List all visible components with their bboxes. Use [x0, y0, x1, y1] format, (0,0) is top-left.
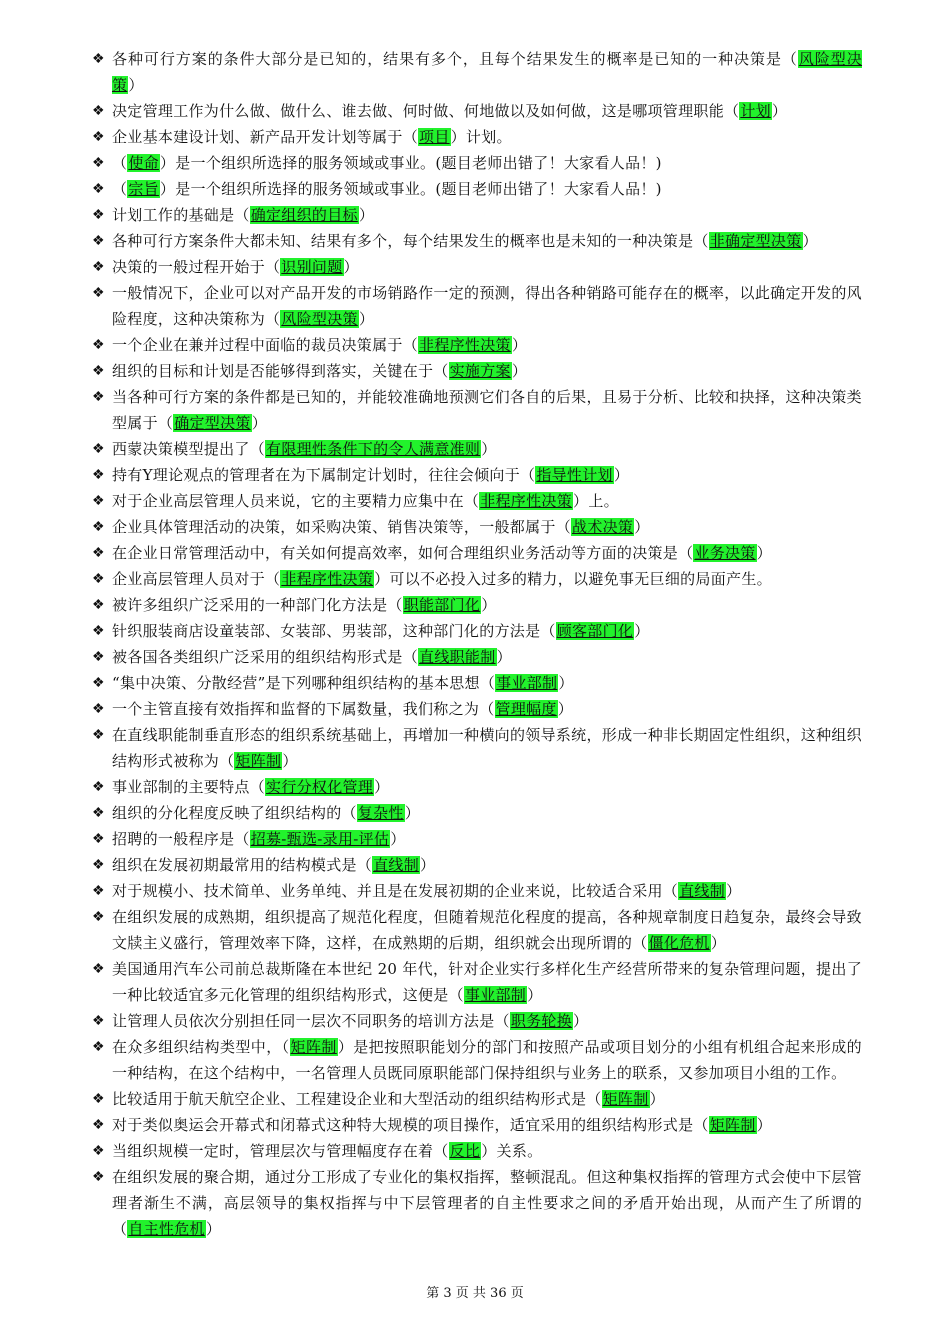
diamond-bullet-icon: ❖: [92, 961, 105, 977]
answer-highlight: 项目: [419, 128, 450, 146]
list-item: [92, 826, 862, 852]
question-text: ）是一个组织所选择的服务领域或事业。(题目老师出错了！大家看人品！): [159, 154, 662, 172]
answer-highlight: 非程序性决策: [281, 570, 374, 588]
diamond-bullet-icon: ❖: [92, 805, 105, 821]
answer-highlight: 事业部制: [496, 674, 558, 692]
question-text: ）: [557, 700, 574, 718]
answer-highlight: 顾客部门化: [556, 622, 634, 640]
answer-highlight: 战术决策: [572, 518, 634, 536]
diamond-bullet-icon: ❖: [92, 597, 105, 613]
question-text: ）: [613, 466, 630, 484]
question-text: 当各种可行方案的条件都是已知的，并能较准确地预测它们各自的后果，且易于分析、比较和抉择，这种决策类型属于（: [112, 388, 862, 432]
list-item: [92, 358, 862, 384]
question-text: ）关系。: [481, 1142, 543, 1160]
answer-highlight: 计划: [740, 102, 771, 120]
diamond-bullet-icon: ❖: [92, 831, 105, 847]
answer-highlight: 职能部门化: [403, 596, 481, 614]
answer-highlight: 招募-甄选-录用-评估: [250, 830, 390, 848]
list-item: [92, 1008, 862, 1034]
page-footer: 第 3 页 共 36 页: [426, 1286, 524, 1301]
answer-highlight: 自主性危机: [128, 1220, 205, 1238]
list-item: [92, 462, 862, 488]
diamond-bullet-icon: ❖: [92, 1039, 105, 1055]
question-text: 一般情况下，企业可以对产品开发的市场销路作一定的预测，得出各种销路可能存在的概率，以此确定开发的风险程度，这种决策称为（: [112, 284, 862, 328]
diamond-bullet-icon: ❖: [92, 441, 105, 457]
question-text: 在组织发展的聚合期，通过分工形成了专业化的集权指挥，整顿混乱。但这种集权指挥的管理方式会使中下层管理者渐生不满，高层领导的集权指挥与中下层管理者的自主性要求之间的矛盾开始出现，从而产生了所谓的（: [112, 1168, 862, 1238]
diamond-bullet-icon: ❖: [92, 337, 105, 353]
answer-highlight: 矩阵制: [709, 1116, 756, 1134]
list-item: [92, 436, 862, 462]
list-item: [92, 722, 862, 774]
answer-highlight: 宗旨: [128, 180, 159, 198]
question-text: ）: [481, 440, 497, 458]
question-text: 持有Y理论观点的管理者在为下属制定计划时，往往会倾向于（: [112, 466, 536, 484]
diamond-bullet-icon: ❖: [92, 493, 105, 509]
answer-highlight: 反比: [449, 1142, 481, 1160]
question-text: 各种可行方案条件大都未知、结果有多个，每个结果发生的概率也是未知的一种决策是（: [112, 232, 709, 250]
answer-highlight: 直线职能制: [419, 648, 496, 666]
diamond-bullet-icon: ❖: [92, 623, 105, 639]
diamond-bullet-icon: ❖: [92, 1117, 105, 1133]
question-text: 在组织发展的成熟期，组织提高了规范化程度，但随着规范化程度的提高，各种规章制度日趋复杂，最终会导致文牍主义盛行，管理效率下降，这样，在成熟期的后期，组织就会出现所谓的（: [112, 908, 862, 952]
diamond-bullet-icon: ❖: [92, 571, 105, 587]
answer-highlight: 有限理性条件下的令人满意准则: [266, 440, 481, 458]
list-item: [92, 800, 862, 826]
question-text: ）: [404, 804, 421, 822]
question-text: 西蒙决策模型提出了（: [112, 440, 266, 458]
question-text: ）是一个组织所选择的服务领域或事业。(题目老师出错了！大家看人品！): [159, 180, 662, 198]
answer-highlight: 风险型决策: [281, 310, 358, 328]
diamond-bullet-icon: ❖: [92, 909, 105, 925]
answer-highlight: 矩阵制: [290, 1038, 337, 1056]
question-text: ）: [710, 934, 727, 952]
list-item: [92, 878, 862, 904]
question-text: ）: [634, 518, 650, 536]
diamond-bullet-icon: ❖: [92, 285, 105, 301]
diamond-bullet-icon: ❖: [92, 467, 105, 483]
question-text: 组织的目标和计划是否能够得到落实，关键在于（: [112, 362, 449, 380]
answer-highlight: 矩阵制: [602, 1090, 649, 1108]
diamond-bullet-icon: ❖: [92, 1143, 105, 1159]
answer-highlight: 确定组织的目标: [250, 206, 358, 224]
list-item: [92, 670, 862, 696]
question-text: ）: [527, 986, 543, 1004]
question-text: 决策的一般过程开始于（: [112, 258, 281, 276]
question-text: ）: [771, 102, 788, 120]
list-item: [92, 488, 862, 514]
diamond-bullet-icon: ❖: [92, 545, 105, 561]
question-text: 组织在发展初期最常用的结构模式是（: [112, 856, 373, 874]
question-text: ）: [511, 336, 528, 354]
question-text: 在众多组织结构类型中，（: [112, 1038, 290, 1056]
list-item: [92, 618, 862, 644]
question-text: （: [112, 180, 128, 198]
diamond-bullet-icon: ❖: [92, 103, 105, 119]
answer-highlight: 复杂性: [357, 804, 404, 822]
diamond-bullet-icon: ❖: [92, 519, 105, 535]
question-text: 一个企业在兼并过程中面临的裁员决策属于（: [112, 336, 419, 354]
list-item: [92, 176, 862, 202]
diamond-bullet-icon: ❖: [92, 1013, 105, 1029]
list-item: [92, 332, 862, 358]
question-text: ）: [756, 544, 772, 562]
diamond-bullet-icon: ❖: [92, 259, 105, 275]
question-text: 当组织规模一定时，管理层次与管理幅度存在着（: [112, 1142, 449, 1160]
question-text: （: [112, 154, 128, 172]
question-text: ）: [128, 76, 144, 94]
question-text: ）: [573, 1012, 589, 1030]
question-text: “集中决策、分散经营”是下列哪种组织结构的基本思想（: [112, 674, 496, 692]
question-text: 各种可行方案的条件大部分是已知的，结果有多个，且每个结果发生的概率是已知的一种决策是（: [112, 50, 798, 68]
list-item: [92, 1034, 862, 1086]
diamond-bullet-icon: ❖: [92, 181, 105, 197]
question-text: ）: [481, 596, 497, 614]
answer-highlight: 事业部制: [464, 986, 527, 1004]
question-text: ）: [205, 1220, 222, 1238]
list-item: [92, 956, 862, 1008]
answer-highlight: 直线制: [679, 882, 726, 900]
list-item: [92, 1086, 862, 1112]
question-text: ）: [358, 310, 375, 328]
question-text: ）: [756, 1116, 772, 1134]
answer-highlight: 非程序性决策: [419, 336, 511, 354]
question-text: ）: [726, 882, 742, 900]
answer-highlight: 职务轮换: [510, 1012, 573, 1030]
list-item: [92, 1164, 862, 1242]
list-item: [92, 202, 862, 228]
diamond-bullet-icon: ❖: [92, 883, 105, 899]
answer-highlight: 使命: [128, 154, 159, 172]
question-text: ）: [634, 622, 650, 640]
diamond-bullet-icon: ❖: [92, 51, 105, 67]
question-text: 计划工作的基础是（: [112, 206, 250, 224]
question-text: 被各国各类组织广泛采用的组织结构形式是（: [112, 648, 419, 666]
list-item: [92, 46, 862, 98]
diamond-bullet-icon: ❖: [92, 649, 105, 665]
question-text: 对于类似奥运会开幕式和闭幕式这种特大规模的项目操作，适宜采用的组织结构形式是（: [112, 1116, 709, 1134]
list-item: [92, 98, 862, 124]
diamond-bullet-icon: ❖: [92, 1169, 105, 1185]
question-text: 让管理人员依次分别担任同一层次不同职务的培训方法是（: [112, 1012, 510, 1030]
question-text: 美国通用汽车公司前总裁斯隆在本世纪 20 年代，针对企业实行多样化生产经营所带来的复杂管理问题，提出了一种比较适宜多元化管理的组织结构形式，这便是（: [112, 960, 862, 1004]
list-item: [92, 566, 862, 592]
question-text: ）: [496, 648, 512, 666]
answer-highlight: 识别问题: [281, 258, 343, 276]
answer-highlight: 非程序性决策: [480, 492, 573, 510]
question-text: ）: [374, 778, 390, 796]
list-item: [92, 644, 862, 670]
question-text: 被许多组织广泛采用的一种部门化方法是（: [112, 596, 403, 614]
question-text: 对于规模小、技术简单、业务单纯、并且是在发展初期的企业来说，比较适合采用（: [112, 882, 679, 900]
answer-highlight: 确定型决策: [174, 414, 251, 432]
diamond-bullet-icon: ❖: [92, 129, 105, 145]
diamond-bullet-icon: ❖: [92, 779, 105, 795]
question-text: 组织的分化程度反映了组织结构的（: [112, 804, 357, 822]
diamond-bullet-icon: ❖: [92, 389, 105, 405]
diamond-bullet-icon: ❖: [92, 857, 105, 873]
answer-highlight: 矩阵制: [235, 752, 282, 770]
diamond-bullet-icon: ❖: [92, 363, 105, 379]
list-item: [92, 852, 862, 878]
list-item: [92, 384, 862, 436]
question-text: ）是把按照职能划分的部门和按照产品或项目划分的小组有机组合起来形成的一种结构，在这个结构中，一名管理人员既同原职能部门保持组织与业务上的联系，又参加项目小组的工作。: [112, 1038, 862, 1082]
answer-highlight: 风险型决策: [112, 50, 863, 94]
answer-highlight: 实施方案: [449, 362, 511, 380]
question-text: 决定管理工作为什么做、做什么、谁去做、何时做、何地做以及如何做，这是哪项管理职能（: [112, 102, 740, 120]
diamond-bullet-icon: ❖: [92, 207, 105, 223]
question-text: ）计划。: [450, 128, 512, 146]
question-text: ）: [511, 362, 528, 380]
question-text: 在直线职能制垂直形态的组织系统基础上，再增加一种横向的领导系统，形成一种非长期固定性组织，这种组织结构形式被称为（: [112, 726, 862, 770]
list-item: [92, 228, 862, 254]
list-item: [92, 540, 862, 566]
list-item: [92, 254, 862, 280]
answer-highlight: 管理幅度: [495, 700, 557, 718]
list-item: [92, 514, 862, 540]
list-item: [92, 904, 862, 956]
question-text: ）: [251, 414, 268, 432]
answer-highlight: 指导性计划: [536, 466, 613, 484]
question-text: ）: [802, 232, 818, 250]
answer-highlight: 直线制: [373, 856, 420, 874]
question-text: ）: [649, 1090, 665, 1108]
list-item: [92, 150, 862, 176]
list-item: [92, 1112, 862, 1138]
question-list: [92, 46, 862, 1242]
list-item: [92, 280, 862, 332]
diamond-bullet-icon: ❖: [92, 1091, 105, 1107]
question-text: ）: [420, 856, 436, 874]
answer-highlight: 业务决策: [694, 544, 756, 562]
question-text: 比较适用于航天航空企业、工程建设企业和大型活动的组织结构形式是（: [112, 1090, 602, 1108]
question-text: ）: [282, 752, 298, 770]
question-text: ）可以不必投入过多的精力，以避免事无巨细的局面产生。: [374, 570, 772, 588]
question-text: ）: [358, 206, 375, 224]
question-text: 在企业日常管理活动中，有关如何提高效率，如何合理组织业务活动等方面的决策是（: [112, 544, 694, 562]
diamond-bullet-icon: ❖: [92, 233, 105, 249]
question-text: 事业部制的主要特点（: [112, 778, 266, 796]
list-item: [92, 1138, 862, 1164]
answer-highlight: 僵化危机: [648, 934, 710, 952]
question-text: ）: [558, 674, 574, 692]
question-text: 企业基本建设计划、新产品开发计划等属于（: [112, 128, 419, 146]
diamond-bullet-icon: ❖: [92, 701, 105, 717]
question-text: 一个主管直接有效指挥和监督的下属数量，我们称之为（: [112, 700, 495, 718]
list-item: [92, 774, 862, 800]
diamond-bullet-icon: ❖: [92, 155, 105, 171]
diamond-bullet-icon: ❖: [92, 727, 105, 743]
question-text: 针织服装商店设童装部、女装部、男装部，这种部门化的方法是（: [112, 622, 556, 640]
question-text: 对于企业高层管理人员来说，它的主要精力应集中在（: [112, 492, 480, 510]
question-text: ）: [390, 830, 406, 848]
answer-highlight: 实行分权化管理: [266, 778, 374, 796]
question-text: ）: [343, 258, 359, 276]
list-item: [92, 696, 862, 722]
answer-highlight: 非确定型决策: [709, 232, 802, 250]
diamond-bullet-icon: ❖: [92, 675, 105, 691]
list-item: [92, 592, 862, 618]
question-text: 企业高层管理人员对于（: [112, 570, 281, 588]
question-text: 企业具体管理活动的决策，如采购决策、销售决策等，一般都属于（: [112, 518, 572, 536]
question-text: 招聘的一般程序是（: [112, 830, 250, 848]
list-item: [92, 124, 862, 150]
question-text: ）上。: [573, 492, 619, 510]
